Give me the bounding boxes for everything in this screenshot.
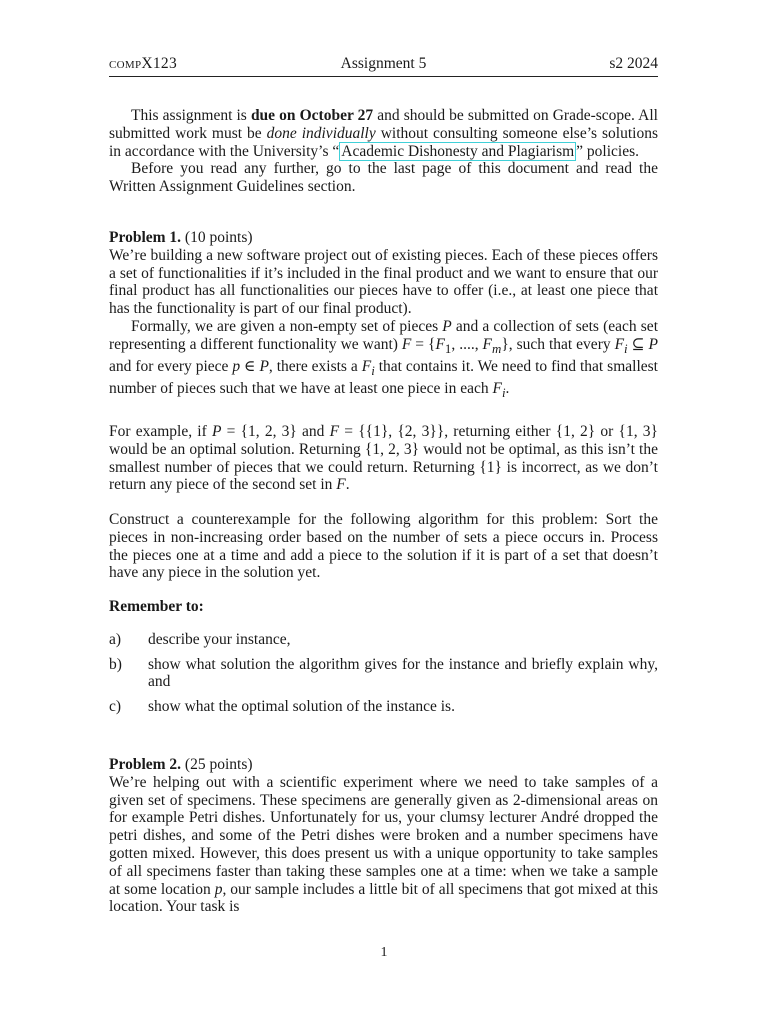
intro-section [109, 107, 658, 196]
counterexample-task: Construct a counterexample for the following algorithm for this problem: Sort the pieces in non-increasing order based on the number of sets a piece occurs in. Process the pieces one at a time and add a piece to the solution if it is part of a set that doesn’t have any piece in the solution yet. [109, 511, 658, 582]
problem-2-section [109, 756, 658, 916]
due-date: due on October 27 [250, 107, 374, 124]
header-rule [109, 76, 658, 77]
list-item: c) show what the optimal solution of the instance is. [109, 698, 455, 716]
list-item: a) describe your instance, [109, 630, 291, 648]
running-header [109, 55, 658, 77]
problem-1-heading: Problem 1. (10 points) [109, 229, 253, 246]
remember-section [109, 598, 658, 723]
academic-dishonesty-link[interactable]: Academic Dishonesty and Plagiarism [341, 142, 575, 160]
document-title: Assignment 5 [340, 55, 427, 72]
semester: s2 2024 [609, 55, 658, 72]
list-item: b) show what solution the algorithm gives for the instance and briefly explain why, and [109, 655, 658, 691]
course-code: compX123 [109, 55, 178, 72]
problem-1-example: For example, if P = {1, 2, 3} and F = {{1}, {2, 3}}, returning either {1, 2} or {1, 3} would be an optimal solution. Returning {1, 2, 3} would not be optimal, as this isn’t the smallest number of pieces that we could return. Returning {1} is incorrect, as we don’t return any piece of the second set in F. [109, 423, 658, 494]
intro-paragraph: This assignment is due on October 27 and should be submitted on Grade-scope. All submitted work must be done individually without consulting someone else’s solutions in accordance with the University’s “ Academic Dishonesty and Plagiarism ” policies. [109, 107, 658, 160]
problem-2-heading: Problem 2. (25 points) [109, 756, 253, 773]
requirements-list [109, 631, 658, 716]
guidelines-paragraph: Before you read any further, go to the last page of this document and read the Written Assignment Guidelines section. [109, 160, 658, 196]
problem-1-section [109, 229, 658, 401]
problem-1-intro: We’re building a new software project out of existing pieces. Each of these pieces offers a set of functionalities if it’s included in the final product and we want to ensure that our final product has all functionalities our pieces have to offer (i.e., at least one piece that has the functionality is part of our final product). [109, 246, 658, 318]
problem-1-task [109, 511, 658, 582]
problem-1-formal: Formally, we are given a non-empty set of pieces P and a collection of sets (each set representing a different functionality we want) $F = \{F_1$, ...., $F_m$}, such that every $F_i$ ⊆ P and for every piece p ∈ P, there exists a $F_i$ that contains it. We need to find that smallest number of pieces such that we have at least one piece in each $F_i$. [109, 317, 658, 400]
page-number: 1 [380, 945, 388, 960]
problem-2-intro: We’re helping out with a scientific experiment where we need to take samples of a given set of specimens. These specimens are generally given as 2-dimensional areas on for example Petri dishes. Unfortunately for us, your clumsy lecturer André dropped the petri dishes, and some of the Petri dishes were broken and a number specimens have gotten mixed. However, this does present us with a unique opportunity to take samples of all specimens faster than taking these samples one at a time: when we take a sample at some location p, our sample includes a little bit of all specimens that got mixed at this location. Your task is [109, 773, 658, 916]
remember-heading: Remember to: [109, 598, 204, 615]
